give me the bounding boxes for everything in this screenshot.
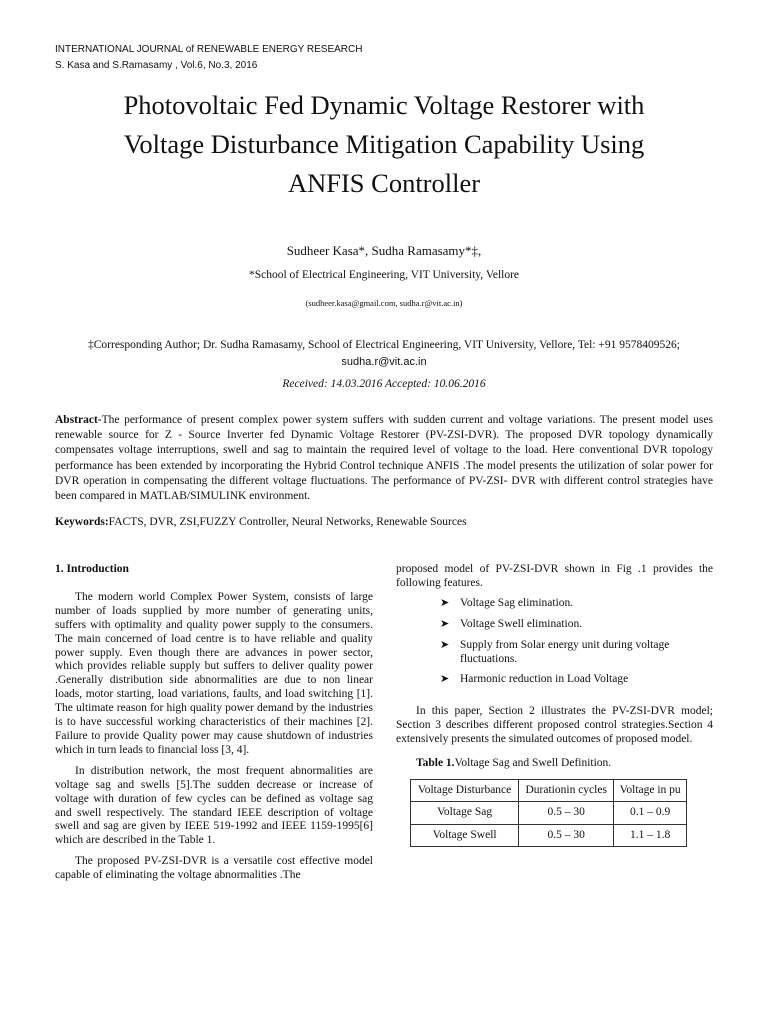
section-heading-introduction: 1. Introduction — [55, 563, 129, 575]
arrow-bullet-icon: ➤ — [440, 673, 450, 686]
corresponding-text: Corresponding Author; Dr. Sudha Ramasamy, School of Electrical Engineering, VIT University, Vellore, Tel: +91 9578409526; — [93, 339, 680, 351]
journal-name: INTERNATIONAL JOURNAL of RENEWABLE ENERGY RESEARCH — [55, 44, 363, 55]
table-cell: 0.5 – 30 — [519, 824, 614, 847]
table-header-cell: Durationin cycles — [519, 779, 614, 802]
journal-citation: S. Kasa and S.Ramasamy , Vol.6, No.3, 2016 — [55, 60, 258, 71]
table-cell: Voltage Sag — [411, 802, 519, 825]
keywords — [55, 516, 713, 528]
affiliation: *School of Electrical Engineering, VIT University, Vellore — [248, 269, 520, 281]
author-emails: (sudheer.kasa@gmail.com, sudha.r@vit.ac.in) — [305, 298, 463, 308]
journal-header — [55, 42, 362, 74]
feature-item: ➤ Voltage Swell elimination. — [440, 617, 583, 630]
voltage-sag-swell-table — [410, 779, 687, 848]
abstract — [55, 413, 713, 504]
author-list: Sudheer Kasa*, Sudha Ramasamy*‡, — [286, 243, 482, 258]
feature-item: ➤ Harmonic reduction in Load Voltage — [440, 673, 629, 686]
abstract-text: The performance of present complex power system suffers with sudden current and voltage variations. The present model uses renewable source for Z - Source Inverter fed Dynamic Voltage Restorer (PV-ZSI-DVR). The proposed DVR topology dynamically compensates voltage interruptions, swell and sag to maintain the required level of voltage to the load. Here conventional DVR topology performance has been extended by incorporating the Hybrid Control technique ANFIS .The model presents the utilization of solar power for DVR operation in compensating the different voltage fluctuations. The performance of PV-ZSI- DVR with different control strategies have been compared in MATLAB/SIMULINK environment. — [55, 414, 713, 503]
arrow-bullet-icon: ➤ — [440, 617, 450, 630]
table-caption-label: Table 1. — [416, 757, 455, 770]
intro-paragraph-1: The modern world Complex Power System, consists of large number of loads supplied by more number of generating units, suffers with optimality and quality power supply to the consumers. The main concerned of load centre is to have reliable and quality power supply. Even though there are advances in power sector, which provides reliable supply but suffers to deliver quality power .Generally distribution side abnormalities are due to non linear loads, motor starting, load variations, faults, and load switching [1]. The ultimate reason for high quality power demand by the industries is to have successful working characteristics of their machines [2]. Failure to provide Quality power may cause shutdown of industries which in turn leads to financial loss [3, 4]. — [55, 590, 373, 756]
corresponding-author — [80, 337, 688, 371]
table-caption-text: Voltage Sag and Swell Definition. — [454, 757, 612, 770]
table-cell: Voltage Swell — [411, 824, 519, 847]
table-header-cell: Voltage Disturbance — [411, 779, 519, 802]
table-header-row — [411, 779, 687, 802]
intro-paragraph-2: In distribution network, the most frequent abnormalities are voltage sag and swells [5].The sudden decrease or increase of voltage with duration of few cycles can be defined as voltage sag and swell respectively. The standard IEEE description of voltage swell and sag are given by IEEE 519-1992 and IEEE 1159-1995[6] which are described in the Table 1. — [55, 764, 373, 847]
corresponding-email: sudha.r@vit.ac.in — [341, 356, 427, 368]
title-line-1: Photovoltaic Fed Dynamic Voltage Restorer with — [123, 90, 645, 120]
paper-title — [40, 86, 728, 203]
double-dagger-symbol: ‡ — [88, 339, 94, 351]
col2-paragraph-2: In this paper, Section 2 illustrates the PV-ZSI-DVR model; Section 3 describes different proposed control strategies.Section 4 extensively presents the simulated outcomes of proposed model. — [396, 705, 713, 746]
received-accepted-dates: Received: 14.03.2016 Accepted: 10.06.2016 — [282, 378, 486, 390]
right-column — [396, 563, 713, 847]
keywords-label: Keywords: — [55, 516, 109, 528]
col2-paragraph-1: proposed model of PV-ZSI-DVR shown in Fig .1 provides the following features. — [396, 563, 713, 589]
table-cell: 0.5 – 30 — [519, 802, 614, 825]
table-caption — [396, 757, 713, 771]
table-cell: 0.1 – 0.9 — [614, 802, 687, 825]
abstract-label: Abstract- — [55, 414, 102, 426]
title-line-3: ANFIS Controller — [287, 168, 481, 198]
left-column — [55, 563, 373, 890]
table-row — [411, 824, 687, 847]
feature-item: ➤ Supply from Solar energy unit during voltage fluctuations. — [440, 638, 670, 665]
table-row — [411, 802, 687, 825]
arrow-bullet-icon: ➤ — [440, 596, 450, 609]
arrow-bullet-icon: ➤ — [440, 638, 450, 651]
table-header-cell: Voltage in pu — [614, 779, 687, 802]
keywords-text: FACTS, DVR, ZSI,FUZZY Controller, Neural Networks, Renewable Sources — [108, 516, 467, 528]
table-cell: 1.1 – 1.8 — [614, 824, 687, 847]
feature-item: ➤ Voltage Sag elimination. — [440, 596, 574, 609]
title-line-2: Voltage Disturbance Mitigation Capability Using — [123, 129, 645, 159]
feature-list — [396, 597, 713, 688]
intro-paragraph-3: The proposed PV-ZSI-DVR is a versatile cost effective model capable of eliminating the voltage abnormalities .The — [55, 855, 373, 882]
